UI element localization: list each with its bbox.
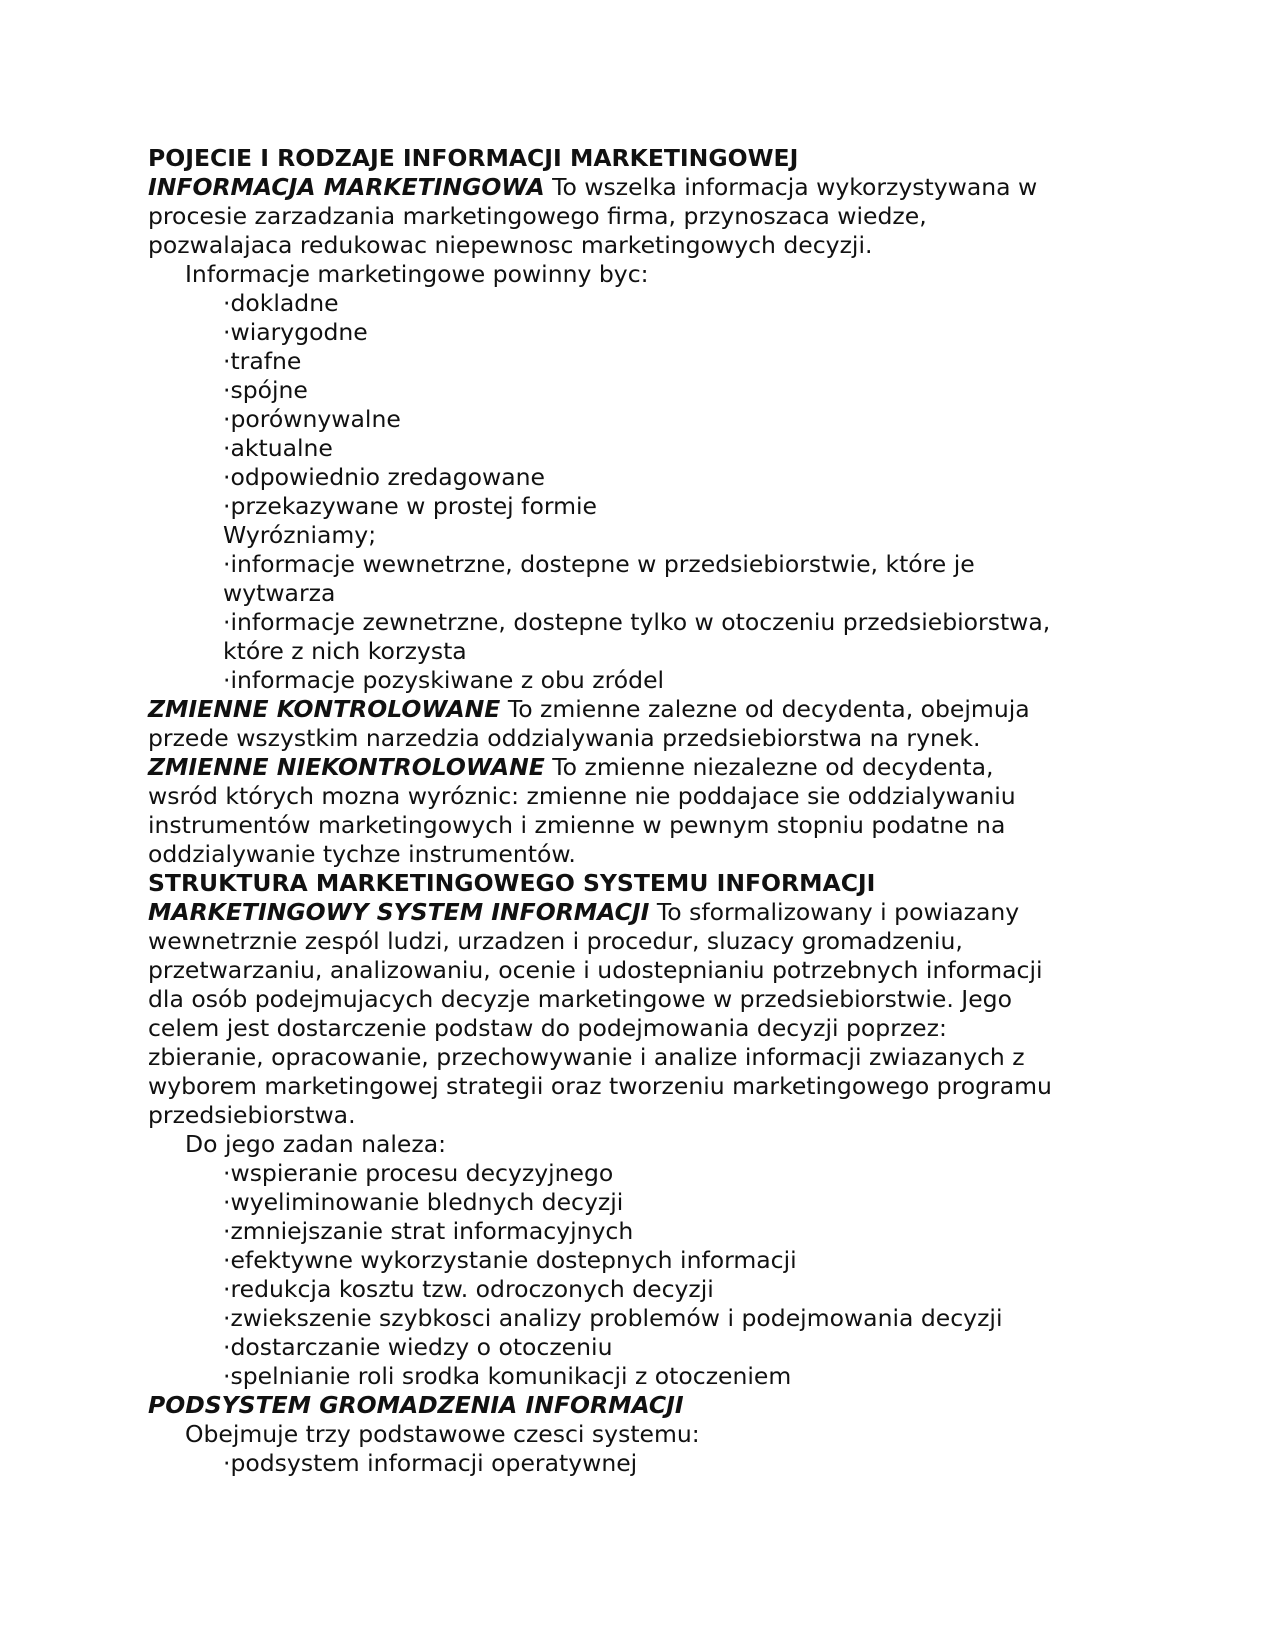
list-item: ·trafne — [223, 347, 302, 375]
definition-term: INFORMACJA MARKETINGOWA — [148, 173, 545, 201]
section-heading: POJECIE I RODZAJE INFORMACJI MARKETINGOWEJ — [148, 144, 799, 172]
definition-text: To sformalizowany i powiazany — [649, 898, 1020, 926]
list-item: ·informacje pozyskiwane z obu zródel — [223, 666, 665, 694]
definition-text: pozwalajaca redukowac niepewnosc marketingowych decyzji. — [148, 231, 873, 259]
list-item: ·zmniejszanie strat informacyjnych — [223, 1217, 634, 1245]
list-item: ·zwiekszenie szybkosci analizy problemów i podejmowania decyzji — [223, 1304, 1003, 1332]
definition-text: wyborem marketingowej strategii oraz tworzeniu marketingowego programu — [148, 1072, 1052, 1100]
list-item-continuation: które z nich korzysta — [223, 637, 467, 665]
list-item: ·aktualne — [223, 434, 333, 462]
list-item: ·dokladne — [223, 289, 339, 317]
definition-paragraph — [148, 898, 1138, 927]
definition-term: ZMIENNE KONTROLOWANE — [148, 695, 501, 723]
list-item: ·wiarygodne — [223, 318, 368, 346]
definition-term: ZMIENNE NIEKONTROLOWANE — [148, 753, 545, 781]
definition-text: przede wszystkim narzedzia oddzialywania przedsiebiorstwa na rynek. — [148, 724, 981, 752]
list-item: ·odpowiednio zredagowane — [223, 463, 545, 491]
definition-text: przetwarzaniu, analizowaniu, ocenie i udostepnianiu potrzebnych informacji — [148, 956, 1043, 984]
definition-text: To zmienne zalezne od decydenta, obejmuja — [500, 695, 1030, 723]
definition-text: dla osób podejmujacych decyzje marketingowe w przedsiebiorstwie. Jego — [148, 985, 1012, 1013]
definition-paragraph — [148, 173, 1138, 202]
list-item: ·efektywne wykorzystanie dostepnych informacji — [223, 1246, 797, 1274]
definition-text: celem jest dostarczenie podstaw do podejmowania decyzji poprzez: — [148, 1014, 947, 1042]
definition-text: To wszelka informacja wykorzystywana w — [544, 173, 1038, 201]
definition-text: przedsiebiorstwa. — [148, 1101, 356, 1129]
definition-text: wsród których mozna wyróznic: zmienne nie poddajace sie oddzialywaniu — [148, 782, 1016, 810]
list-item: ·redukcja kosztu tzw. odroczonych decyzji — [223, 1275, 714, 1303]
list-intro: Wyrózniamy; — [223, 521, 377, 549]
list-item: ·podsystem informacji operatywnej — [223, 1449, 638, 1477]
definition-paragraph — [148, 695, 1138, 724]
list-intro: Do jego zadan naleza: — [185, 1130, 447, 1158]
list-item-continuation: wytwarza — [223, 579, 336, 607]
definition-text: procesie zarzadzania marketingowego firma, przynoszaca wiedze, — [148, 202, 927, 230]
list-item: ·dostarczanie wiedzy o otoczeniu — [223, 1333, 613, 1361]
list-item: ·informacje wewnetrzne, dostepne w przedsiebiorstwie, które je — [223, 550, 975, 578]
definition-text: wewnetrznie zespól ludzi, urzadzen i procedur, sluzacy gromadzeniu, — [148, 927, 963, 955]
definition-text: oddzialywanie tychze instrumentów. — [148, 840, 576, 868]
list-item: ·spelnianie roli srodka komunikacji z otoczeniem — [223, 1362, 792, 1390]
definition-term: MARKETINGOWY SYSTEM INFORMACJI — [148, 898, 650, 926]
definition-text: instrumentów marketingowych i zmienne w pewnym stopniu podatne na — [148, 811, 1006, 839]
list-intro: Obejmuje trzy podstawowe czesci systemu: — [185, 1420, 700, 1448]
list-item: ·informacje zewnetrzne, dostepne tylko w otoczeniu przedsiebiorstwa, — [223, 608, 1051, 636]
list-intro: Informacje marketingowe powinny byc: — [185, 260, 649, 288]
list-item: ·porównywalne — [223, 405, 401, 433]
list-item: ·przekazywane w prostej formie — [223, 492, 597, 520]
definition-text: zbieranie, opracowanie, przechowywanie i analize informacji zwiazanych z — [148, 1043, 1025, 1071]
list-item: ·wyeliminowanie blednych decyzji — [223, 1188, 624, 1216]
document-page — [148, 144, 1138, 1478]
definition-text: To zmienne niezalezne od decydenta, — [544, 753, 994, 781]
subsection-heading: PODSYSTEM GROMADZENIA INFORMACJI — [148, 1391, 684, 1419]
definition-paragraph — [148, 753, 1138, 782]
list-item: ·spójne — [223, 376, 308, 404]
section-heading: STRUKTURA MARKETINGOWEGO SYSTEMU INFORMACJI — [148, 869, 876, 897]
list-item: ·wspieranie procesu decyzyjnego — [223, 1159, 614, 1187]
